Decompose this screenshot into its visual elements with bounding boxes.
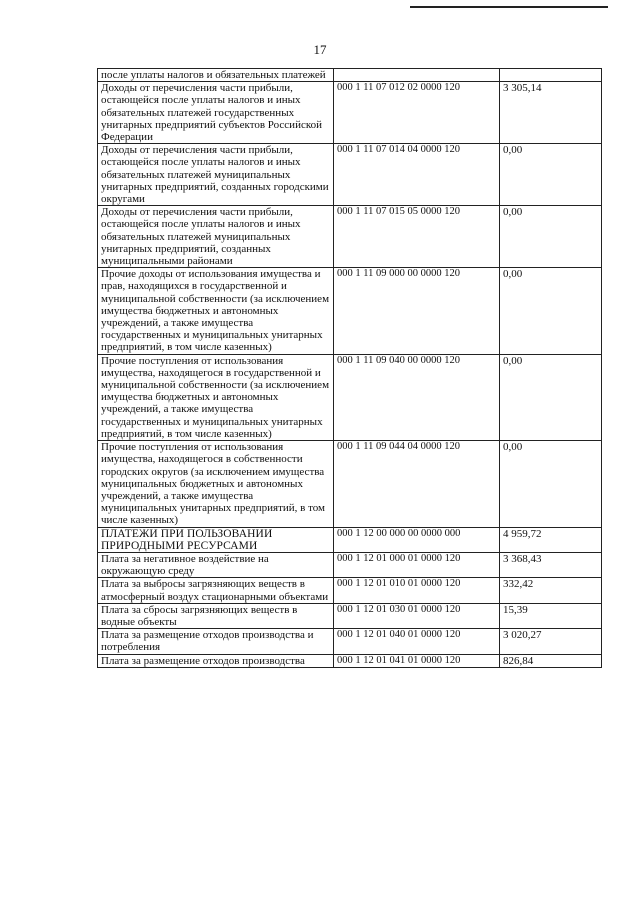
amount-cell: 826,84	[500, 654, 602, 667]
amount-cell: 0,00	[500, 441, 602, 527]
amount-cell: 0,00	[500, 144, 602, 206]
budget-code-cell: 000 1 12 00 000 00 0000 000	[334, 527, 500, 552]
table-row	[98, 654, 602, 667]
budget-code-cell: 000 1 11 09 044 04 0000 120	[334, 441, 500, 527]
budget-code-cell	[334, 69, 500, 82]
table-row	[98, 578, 602, 603]
amount-cell: 0,00	[500, 206, 602, 268]
table-row	[98, 268, 602, 354]
top-rule	[410, 6, 608, 8]
table-row	[98, 144, 602, 206]
table-row	[98, 354, 602, 440]
revenue-name-cell: Плата за размещение отходов производства	[98, 654, 334, 667]
amount-cell: 0,00	[500, 268, 602, 354]
amount-cell	[500, 69, 602, 82]
revenue-name-cell: Доходы от перечисления части прибыли, остающейся после уплаты налогов и иных обязательных платежей муниципальных унитарных предприятий, созданных городскими округами	[98, 144, 334, 206]
budget-code-cell: 000 1 12 01 040 01 0000 120	[334, 629, 500, 654]
table-row	[98, 552, 602, 577]
table-row	[98, 441, 602, 527]
amount-cell: 3 020,27	[500, 629, 602, 654]
revenue-name-cell: после уплаты налогов и обязательных платежей	[98, 69, 334, 82]
amount-cell: 3 305,14	[500, 82, 602, 144]
amount-cell: 15,39	[500, 603, 602, 628]
amount-cell: 3 368,43	[500, 552, 602, 577]
budget-code-cell: 000 1 12 01 000 01 0000 120	[334, 552, 500, 577]
budget-code-cell: 000 1 12 01 030 01 0000 120	[334, 603, 500, 628]
revenue-name-cell: Прочие поступления от использования имущества, находящегося в собственности городских округов (за исключением имущества муниципальных бюджетных и автономных учреждений, а также имущества муниципальных унитарных предприятий, в том числе казенных)	[98, 441, 334, 527]
section-name-cell: ПЛАТЕЖИ ПРИ ПОЛЬЗОВАНИИ ПРИРОДНЫМИ РЕСУРСАМИ	[98, 527, 334, 552]
page-number: 17	[313, 42, 327, 57]
revenue-name-cell: Плата за выбросы загрязняющих веществ в атмосферный воздух стационарными объектами	[98, 578, 334, 603]
budget-code-cell: 000 1 11 07 015 05 0000 120	[334, 206, 500, 268]
revenue-name-cell: Прочие поступления от использования имущества, находящегося в государственной и муниципальной собственности (за исключением имущества бюджетных и автономных учреждений, а также имущества государственных и муниципальных унитарных предприятий, в том числе казенных)	[98, 354, 334, 440]
budget-code-cell: 000 1 12 01 041 01 0000 120	[334, 654, 500, 667]
revenue-name-cell: Доходы от перечисления части прибыли, остающейся после уплаты налогов и иных обязательных платежей государственных унитарных предприятий субъектов Российской Федерации	[98, 82, 334, 144]
budget-code-cell: 000 1 11 09 040 00 0000 120	[334, 354, 500, 440]
table-row	[98, 82, 602, 144]
budget-code-cell: 000 1 11 07 014 04 0000 120	[334, 144, 500, 206]
table-row	[98, 629, 602, 654]
section-row	[98, 527, 602, 552]
amount-cell: 4 959,72	[500, 527, 602, 552]
budget-revenue-table	[97, 68, 602, 668]
amount-cell: 332,42	[500, 578, 602, 603]
budget-code-cell: 000 1 11 07 012 02 0000 120	[334, 82, 500, 144]
budget-code-cell: 000 1 11 09 000 00 0000 120	[334, 268, 500, 354]
revenue-name-cell: Плата за размещение отходов производства и потребления	[98, 629, 334, 654]
table-row	[98, 603, 602, 628]
revenue-name-cell: Плата за негативное воздействие на окружающую среду	[98, 552, 334, 577]
revenue-name-cell: Плата за сбросы загрязняющих веществ в водные объекты	[98, 603, 334, 628]
amount-cell: 0,00	[500, 354, 602, 440]
table-body	[98, 69, 602, 668]
revenue-name-cell: Доходы от перечисления части прибыли, остающейся после уплаты налогов и иных обязательных платежей муниципальных унитарных предприятий, созданных муниципальными районами	[98, 206, 334, 268]
revenue-name-cell: Прочие доходы от использования имущества и прав, находящихся в государственной и муниципальной собственности (за исключением имущества бюджетных и автономных учреждений, а также имущества государственных и муниципальных унитарных предприятий, в том числе казенных)	[98, 268, 334, 354]
budget-code-cell: 000 1 12 01 010 01 0000 120	[334, 578, 500, 603]
table-row	[98, 206, 602, 268]
table-row	[98, 69, 602, 82]
